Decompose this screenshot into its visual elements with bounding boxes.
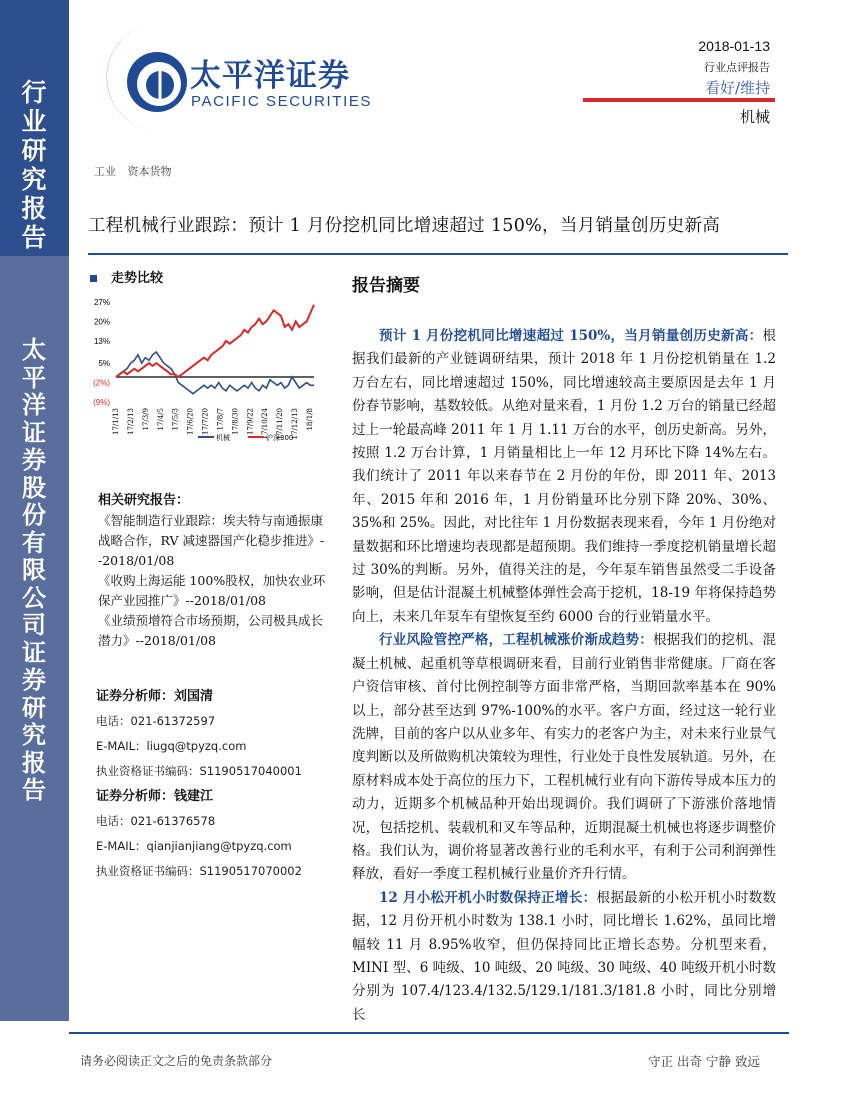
logo-name-en: PACIFIC SECURITIES: [191, 93, 373, 110]
rating: 看好/维持: [704, 79, 770, 97]
footer-disclaimer: 请务必阅读正文之后的免责条款部分: [80, 1054, 273, 1068]
analyst-name: 证券分析师：刘国清: [96, 689, 214, 704]
summary-paragraph: [352, 629, 776, 886]
series-line-machinery: [116, 352, 314, 394]
related-reports-list: [98, 511, 330, 651]
paragraph-lead: 预计 1 月份挖机同比增速超过 150%，当月销量创历史新高：: [379, 328, 763, 344]
related-reports-heading: 相关研究报告：: [98, 493, 190, 508]
related-report-link[interactable]: 《收购上海运能 100%股权，加快农业环保产业园推广》--2018/01/08: [98, 573, 326, 608]
trend-heading-text: 走势比较: [111, 271, 164, 286]
trend-chart: [86, 290, 326, 450]
analyst-phone: 电话：021-61372597: [96, 714, 216, 728]
y-tick-label: 27%: [93, 298, 110, 307]
analyst-email[interactable]: E-MAIL：qianjianjiang@tpyzq.com: [96, 839, 292, 853]
paragraph-text: 根据最新的小松开机小时数数据，12 月份开机小时数为 138.1 小时，同比增长 1.62%，虽同比增幅较 11 月 8.95%收窄，但仍保持同比正增长态势。分机型来看，MINI 型、6 吨级、10 吨级、20 吨级、30 吨级、40 吨级开机小时数分别为 107.4/123.4/132.5/129.1/181.3/181.8 小时，同比分别增长: [352, 889, 776, 1023]
y-tick-label: (2%): [93, 378, 110, 388]
breadcrumb: [94, 163, 180, 179]
x-tick-label: 17/5/3: [171, 408, 180, 431]
x-tick-label: 17/12/13: [291, 408, 300, 440]
paragraph-lead: 行业风险管控严格，工程机械涨价渐成趋势：: [379, 632, 653, 649]
footer-divider: [69, 1032, 789, 1034]
paragraph-lead: 12 月小松开机小时数保持正增长：: [379, 889, 597, 906]
x-tick-label: 17/3/9: [141, 408, 150, 431]
breadcrumb-item: 工业: [94, 165, 116, 178]
analyst-name: 证券分析师：钱建江: [96, 789, 214, 804]
sidebar-top-band: [0, 0, 69, 256]
sidebar-top-text: 行业研究报告: [21, 78, 47, 252]
series-line-hs300: [116, 305, 314, 377]
report-type: 行业点评报告: [704, 61, 770, 74]
summary-body: [352, 325, 776, 1027]
y-tick-label: (9%): [93, 398, 110, 407]
x-tick-label: 17/1/13: [112, 408, 120, 435]
x-tick-label: 17/10/24: [261, 408, 270, 440]
sidebar: [0, 0, 69, 1100]
x-tick-label: 17/8/7: [216, 408, 225, 431]
summary-heading: 报告摘要: [352, 276, 420, 296]
x-tick-label: 17/8/30: [231, 408, 240, 435]
square-bullet-icon: [90, 275, 97, 282]
legend-label: 沪深300: [266, 434, 294, 442]
summary-paragraph: [352, 325, 776, 629]
header-accent-line: [583, 98, 775, 102]
x-tick-label: 17/4/5: [156, 408, 165, 431]
x-tick-label: 17/2/13: [126, 408, 135, 435]
sidebar-bottom-band: [0, 256, 69, 1021]
paragraph-text: 根据我们的挖机、混凝土机械、起重机等草根调研来看，目前行业销售非常健康。厂商在客户资信审核、首付比例控制等方面非常严格，当期回款率基本在 90%以上，部分甚至达到 97%-100%的水平。客户方面，经过这一轮行业洗牌，目前的客户以从业多年、有实力的老客户为主，对未来行业景气度判断以及所做购机决策较为理性，行业处于良性发展轨道。另外，在原材料成本处于高位的压力下，工程机械行业有向下游传导成本压力的动力，近期多个机械品种开始出现调价。我们调研了下游涨价落地情况，包括挖机、装载机和叉车等品种，近期混凝土机械也将逐步调整价格。我们认为，调价将显著改善行业的毛利水平，有利于公司利润弹性释放，看好一季度工程机械行业量价齐升行情。: [352, 632, 777, 883]
footer-motto: 守正 出奇 宁静 致远: [648, 1054, 760, 1069]
y-tick-label: 20%: [93, 317, 110, 327]
x-tick-label: 17/11/20: [276, 408, 285, 440]
analyst-cert: 执业资格证书编码：S1190517070002: [96, 864, 302, 878]
report-title: 工程机械行业跟踪：预计 1 月份挖机同比增速超过 150%，当月销量创历史新高: [88, 216, 721, 236]
trend-heading: [90, 267, 163, 286]
analyst-phone: 电话：021-61376578: [96, 814, 216, 828]
legend-label: 机械: [216, 434, 230, 442]
x-tick-label: 17/7/20: [201, 408, 210, 435]
logo-emblem-icon: [90, 18, 200, 138]
y-tick-label: 5%: [98, 359, 110, 369]
summary-paragraph: [352, 887, 776, 1027]
related-report-link[interactable]: 《业绩预增符合市场预期，公司极具成长潜力》--2018/01/08: [98, 613, 324, 648]
report-date: 2018-01-13: [698, 38, 770, 54]
industry-label: 机械: [739, 108, 770, 126]
y-tick-label: 13%: [93, 336, 110, 346]
breadcrumb-item: 资本货物: [127, 165, 172, 178]
x-tick-label: 18/1/8: [306, 408, 314, 431]
related-report-link[interactable]: 《智能制造行业跟踪：埃夫特与南通振康战略合作，RV 减速器国产化稳步推进》--2018/01/08: [98, 513, 325, 568]
analyst-email[interactable]: E-MAIL：liugq@tpyzq.com: [96, 739, 247, 753]
x-tick-label: 17/9/22: [246, 408, 255, 435]
x-tick-label: 17/6/20: [186, 408, 195, 435]
title-divider: [88, 253, 788, 255]
logo-name-cn: 太平洋证券: [190, 58, 350, 94]
paragraph-text: 根据我们最新的产业链调研结果，预计 2018 年 1 月份挖机销量在 1.2 万台左右，同比增速超过 150%，同比增速较高主要原因是去年 1 月份春节影响，基数较低。从绝对量来看，1 月份 1.2 万台的销量已经超过上一轮最高峰 2011 年 1 月 1.11 万台的水平，创历史新高。另外，按照 1.2 万台计算，1 月销量相比上一年 12 月环比下降 14%左右。我们统计了 2011 年以来春节在 2 月份的年份，即 2011 年、2013 年、2015 年和 2016 年，1 月份销量环比分别下降 20%、30%、35%和 25%。因此，对比往年 1 月份数据表现来看，今年 1 月份绝对量数据和环比增速均表现都是超预期。我们维持一季度挖机销量增长超过 30%的判断。另外，值得关注的是，今年泵车销售虽然受二手设备影响，但是估计混凝土机械整体弹性会高于挖机，18-19 年将保持趋势向上，未来几年泵车有望恢复至约 6000 台的行业销量水平。: [352, 328, 776, 625]
analyst-cert: 执业资格证书编码：S1190517040001: [96, 764, 302, 778]
sidebar-bottom-text: 太平洋证券股份有限公司证券研究报告: [22, 335, 46, 804]
